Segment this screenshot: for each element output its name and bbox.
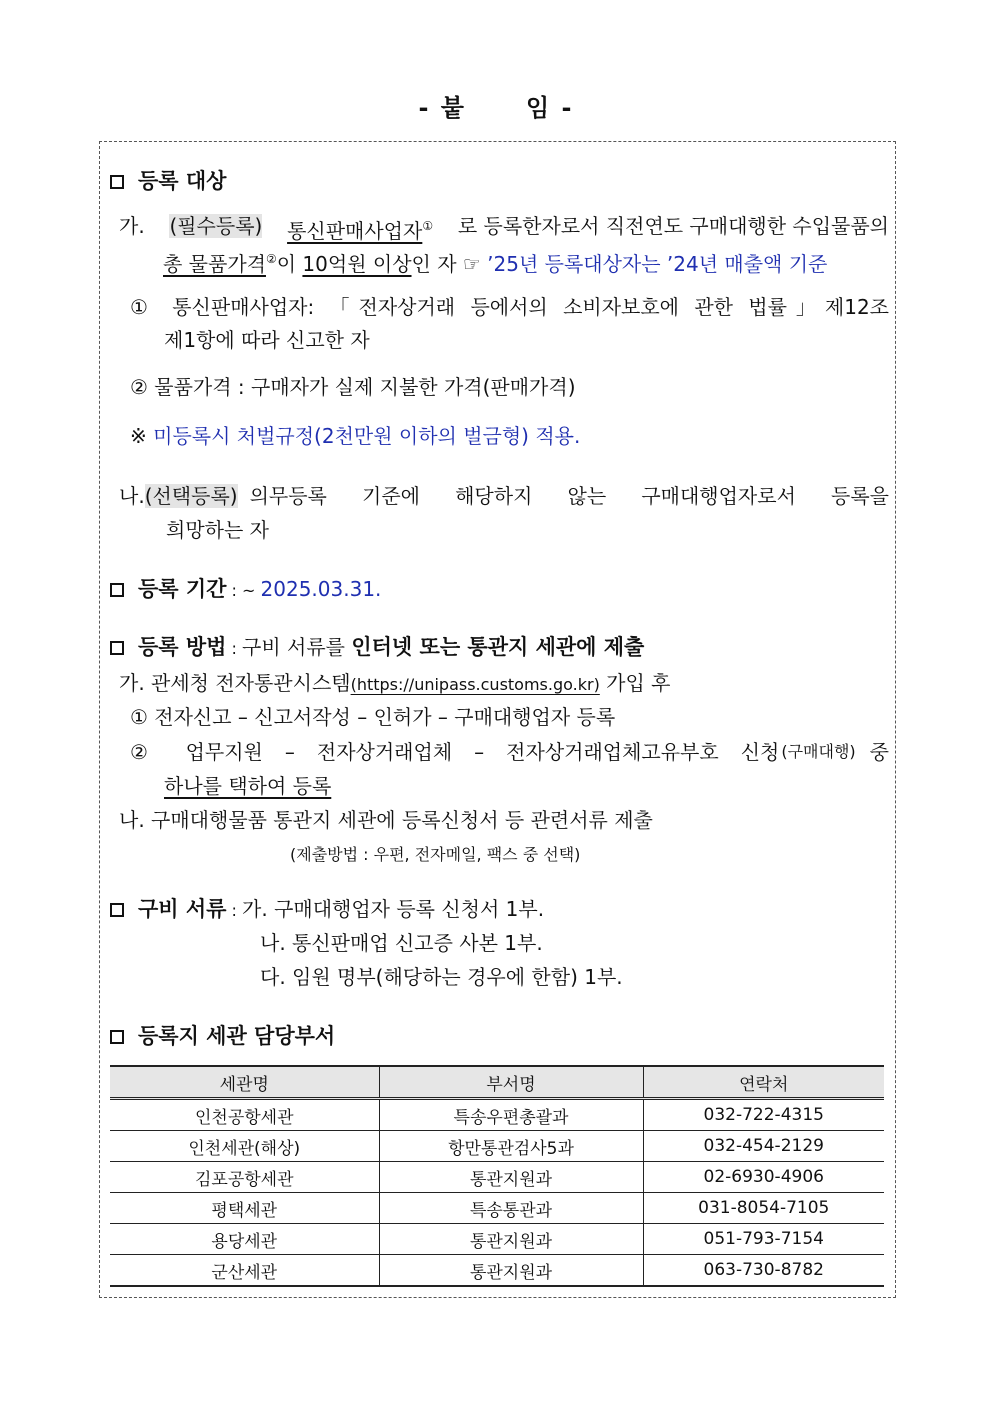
separator: : bbox=[226, 639, 243, 658]
table-row bbox=[110, 1099, 884, 1131]
target-ga-line1 bbox=[119, 211, 889, 246]
separator: : bbox=[226, 901, 243, 920]
section-heading-period bbox=[110, 574, 381, 606]
table-row bbox=[110, 1193, 884, 1224]
target-na-line1 bbox=[119, 481, 889, 511]
method-ga-text: 가. 관세청 전자통관시스템 bbox=[119, 671, 351, 695]
heading-text: 등록 대상 bbox=[138, 169, 227, 193]
page-title bbox=[0, 92, 992, 124]
table-row bbox=[110, 1255, 884, 1287]
title-left: - 붙 bbox=[418, 94, 466, 122]
step-2-cont-text: 하나를 택하여 등록 bbox=[164, 774, 332, 798]
department-name: 항만통관검사5과 bbox=[379, 1131, 643, 1162]
submission-methods-note: (제출방법 : 우편, 전자메일, 팩스 중 선택) bbox=[290, 845, 581, 864]
deadline-date: 2025.03.31. bbox=[260, 577, 382, 601]
checkbox-square-icon bbox=[110, 583, 124, 597]
phone-number: 051-793-7154 bbox=[643, 1224, 884, 1255]
reference-mark: ※ bbox=[130, 424, 147, 448]
optional-tag: (선택등록) bbox=[144, 484, 238, 508]
department-name: 특송우편총괄과 bbox=[379, 1099, 643, 1131]
col-contact: 연락처 bbox=[643, 1066, 884, 1099]
footnote-mark: ① bbox=[422, 219, 434, 233]
phone-number: 031-8054-7105 bbox=[643, 1193, 884, 1224]
price-term: 총 물품가격 bbox=[163, 252, 266, 276]
footnote-mark: ② bbox=[265, 252, 277, 266]
document-item-3: 다. 임원 명부(해당하는 경우에 한함) 1부. bbox=[260, 965, 623, 989]
col-department: 부서명 bbox=[379, 1066, 643, 1099]
method-ga-tail: 가입 후 bbox=[599, 671, 671, 695]
section-heading-target bbox=[110, 166, 226, 196]
heading-text: 등록 기간 bbox=[138, 577, 227, 601]
section-heading-method bbox=[110, 632, 644, 664]
customs-office-table bbox=[110, 1065, 884, 1287]
office-name: 군산세관 bbox=[110, 1255, 379, 1287]
item-marker: 가. bbox=[119, 214, 145, 238]
mandatory-tag: (필수등록) bbox=[169, 214, 263, 238]
table-header-row bbox=[110, 1066, 884, 1099]
method-step-1: ① 전자신고 – 신고서작성 – 인허가 – 구매대행업자 등록 bbox=[130, 705, 616, 729]
method-step-2 bbox=[130, 737, 889, 767]
table-row bbox=[110, 1162, 884, 1193]
step-2-tail: 중 bbox=[869, 740, 889, 764]
heading-text: 구비 서류 bbox=[138, 897, 227, 921]
threshold-text: 10억원 이상 bbox=[302, 252, 412, 276]
department-name: 특송통관과 bbox=[379, 1193, 643, 1224]
pointer-text: 인 자 ☞ bbox=[411, 252, 481, 276]
document-item-1: 가. 구매대행업자 등록 신청서 1부. bbox=[242, 897, 545, 921]
penalty-warning bbox=[130, 421, 580, 451]
separator: : ~ bbox=[226, 581, 261, 600]
penalty-text: 미등록시 처벌규정(2천만원 이하의 벌금형) 적용. bbox=[153, 424, 581, 448]
office-name: 인천세관(해상) bbox=[110, 1131, 379, 1162]
method-emphasis: 인터넷 또는 통관지 세관에 제출 bbox=[351, 635, 645, 659]
method-na: 나. 구매대행물품 통관지 세관에 등록신청서 등 관련서류 제출 bbox=[119, 808, 653, 832]
text: 이 bbox=[276, 252, 297, 276]
seller-term: 통신판매사업자 bbox=[287, 219, 423, 243]
table-row bbox=[110, 1224, 884, 1255]
target-na-line2: 희망하는 자 bbox=[166, 518, 269, 542]
step-2-note: (구매대행) bbox=[781, 742, 856, 761]
method-lead: 구비 서류를 bbox=[242, 635, 352, 659]
section-heading-offices bbox=[110, 1021, 335, 1051]
table-row bbox=[110, 1131, 884, 1162]
col-office: 세관명 bbox=[110, 1066, 379, 1099]
optional-text: 의무등록 기준에 해당하지 않는 구매대행업자로서 등록을 bbox=[249, 484, 889, 508]
footnote-1-cont: 제1항에 따라 신고한 자 bbox=[164, 328, 370, 352]
target-text: 로 등록한자로서 직전연도 구매대행한 수입물품의 bbox=[457, 214, 889, 238]
phone-number: 032-722-4315 bbox=[643, 1099, 884, 1131]
heading-text: 등록지 세관 담당부서 bbox=[138, 1024, 336, 1048]
item-marker: 나. bbox=[119, 484, 145, 508]
method-ga bbox=[119, 668, 671, 700]
office-name: 인천공항세관 bbox=[110, 1099, 379, 1131]
department-name: 통관지원과 bbox=[379, 1255, 643, 1287]
footnote-2: ② 물품가격 : 구매자가 실제 지불한 가격(판매가격) bbox=[130, 375, 576, 399]
footnote-1: ① 통신판매사업자: 「전자상거래 등에서의 소비자보호에 관한 법률」제12조 bbox=[130, 295, 889, 319]
phone-number: 032-454-2129 bbox=[643, 1131, 884, 1162]
checkbox-square-icon bbox=[110, 903, 124, 917]
checkbox-square-icon bbox=[110, 1030, 124, 1044]
basis-note: ’25년 등록대상자는 ’24년 매출액 기준 bbox=[487, 252, 828, 276]
office-name: 용당세관 bbox=[110, 1224, 379, 1255]
office-name: 김포공항세관 bbox=[110, 1162, 379, 1193]
heading-text: 등록 방법 bbox=[138, 635, 227, 659]
checkbox-square-icon bbox=[110, 175, 124, 189]
unipass-link[interactable]: (https://unipass.customs.go.kr) bbox=[350, 675, 600, 694]
section-heading-documents bbox=[110, 894, 544, 926]
department-name: 통관지원과 bbox=[379, 1224, 643, 1255]
title-right: 임 - bbox=[526, 94, 574, 122]
phone-number: 063-730-8782 bbox=[643, 1255, 884, 1287]
office-name: 평택세관 bbox=[110, 1193, 379, 1224]
method-step-2-cont bbox=[164, 771, 331, 801]
target-ga-line2 bbox=[163, 244, 827, 279]
step-2-text: ② 업무지원 – 전자상거래업체 – 전자상거래업체고유부호 신청 bbox=[130, 740, 780, 764]
phone-number: 02-6930-4906 bbox=[643, 1162, 884, 1193]
department-name: 통관지원과 bbox=[379, 1162, 643, 1193]
document-item-2: 나. 통신판매업 신고증 사본 1부. bbox=[260, 931, 543, 955]
checkbox-square-icon bbox=[110, 641, 124, 655]
